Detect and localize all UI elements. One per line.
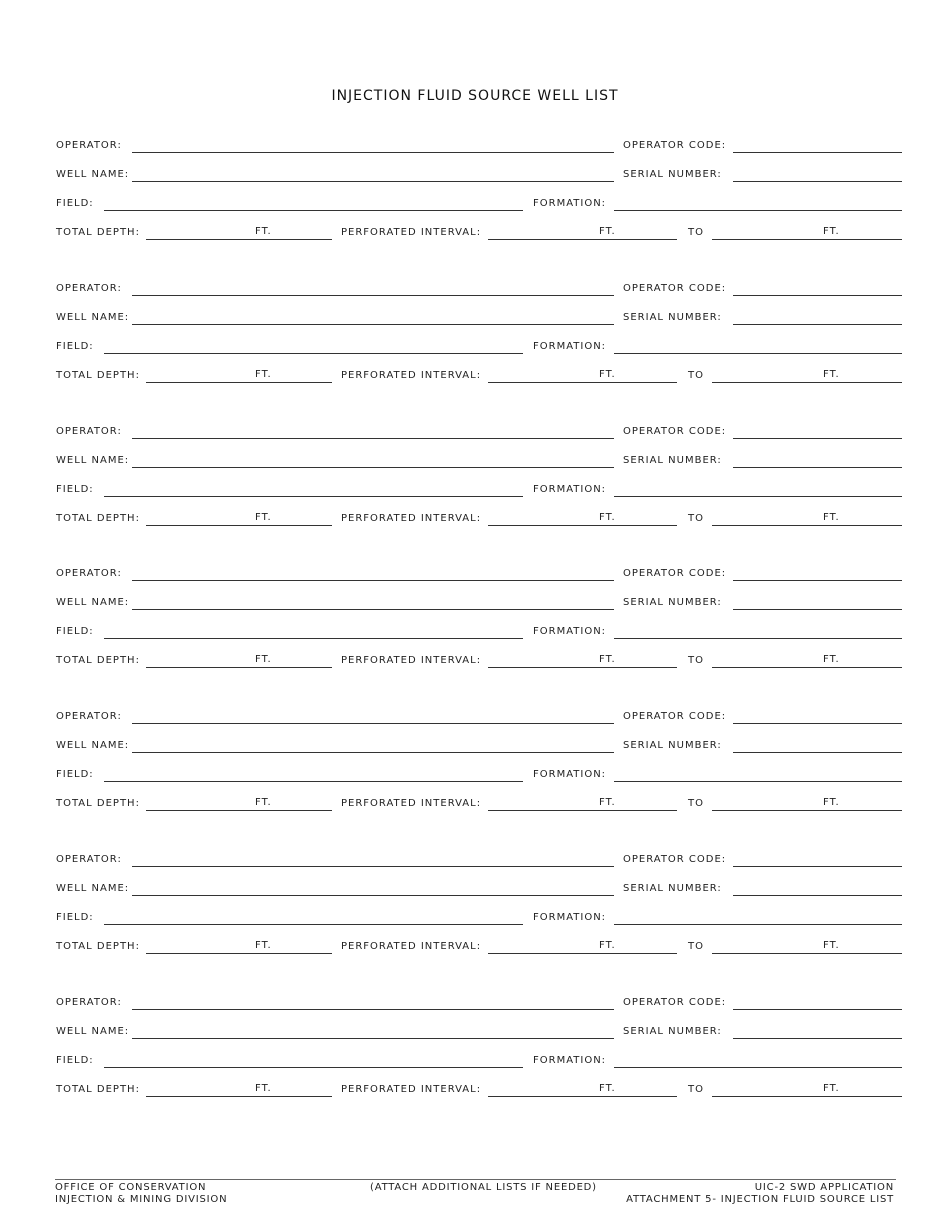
to-label: TO <box>688 369 704 381</box>
perf-from-unit: FT. <box>599 1082 616 1094</box>
formation-field[interactable] <box>614 210 902 211</box>
operator-code-label: OPERATOR CODE: <box>623 425 727 437</box>
perf-to-field[interactable] <box>712 810 902 811</box>
serial-number-label: SERIAL NUMBER: <box>623 740 722 752</box>
to-label: TO <box>688 227 704 238</box>
operator-field[interactable] <box>132 723 614 724</box>
operator-code-field[interactable] <box>733 438 902 439</box>
perforated-interval-label: PERFORATED INTERVAL: <box>341 512 482 524</box>
perf-from-unit: FT. <box>599 654 616 666</box>
formation-label: FORMATION: <box>533 769 607 781</box>
operator-code-label: OPERATOR CODE: <box>623 140 727 151</box>
operator-field[interactable] <box>132 152 614 153</box>
formation-label: FORMATION: <box>533 912 607 923</box>
operator-code-label: OPERATOR CODE: <box>623 854 727 865</box>
field-label: FIELD: <box>56 912 94 923</box>
field-label: FIELD: <box>56 198 94 209</box>
perforated-interval-label: PERFORATED INTERVAL: <box>341 655 482 667</box>
total-depth-field[interactable] <box>146 953 332 954</box>
operator-code-field[interactable] <box>733 152 902 153</box>
perforated-interval-label: PERFORATED INTERVAL: <box>341 1083 482 1095</box>
total-depth-unit: FT. <box>255 940 272 951</box>
operator-code-field[interactable] <box>733 295 902 296</box>
well-name-label: WELL NAME: <box>56 883 130 894</box>
field-label: FIELD: <box>56 769 94 781</box>
perf-from-field[interactable] <box>488 525 677 526</box>
footer-attach-note: (ATTACH ADDITIONAL LISTS IF NEEDED) <box>370 1182 597 1193</box>
operator-code-field[interactable] <box>733 580 902 581</box>
serial-number-field[interactable] <box>733 1038 902 1039</box>
total-depth-unit: FT. <box>255 368 272 380</box>
total-depth-unit: FT. <box>255 1082 272 1094</box>
well-name-label: WELL NAME: <box>56 454 130 466</box>
operator-code-label: OPERATOR CODE: <box>623 282 727 294</box>
total-depth-label: TOTAL DEPTH: <box>56 369 140 381</box>
well-name-label: WELL NAME: <box>56 597 130 609</box>
perf-from-unit: FT. <box>599 226 616 237</box>
perf-to-unit: FT. <box>823 1082 840 1094</box>
operator-code-label: OPERATOR CODE: <box>623 996 727 1008</box>
serial-number-label: SERIAL NUMBER: <box>623 311 722 323</box>
field-label: FIELD: <box>56 1054 94 1066</box>
perf-from-field[interactable] <box>488 1096 677 1097</box>
perf-from-field[interactable] <box>488 382 677 383</box>
operator-label: OPERATOR: <box>56 140 122 151</box>
total-depth-label: TOTAL DEPTH: <box>56 798 140 810</box>
to-label: TO <box>688 655 704 667</box>
perf-to-field[interactable] <box>712 239 902 240</box>
field-field[interactable] <box>104 210 523 211</box>
operator-code-label: OPERATOR CODE: <box>623 711 727 723</box>
total-depth-label: TOTAL DEPTH: <box>56 1083 140 1095</box>
perf-to-field[interactable] <box>712 1096 902 1097</box>
perforated-interval-label: PERFORATED INTERVAL: <box>341 227 482 238</box>
footer-office: OFFICE OF CONSERVATION <box>55 1182 207 1193</box>
field-field[interactable] <box>104 496 523 497</box>
serial-number-field[interactable] <box>733 324 902 325</box>
serial-number-field[interactable] <box>733 895 902 896</box>
total-depth-field[interactable] <box>146 1096 332 1097</box>
operator-field[interactable] <box>132 295 614 296</box>
field-label: FIELD: <box>56 340 94 352</box>
formation-label: FORMATION: <box>533 198 607 209</box>
total-depth-label: TOTAL DEPTH: <box>56 512 140 524</box>
serial-number-field[interactable] <box>733 609 902 610</box>
perf-from-field[interactable] <box>488 953 677 954</box>
perf-to-unit: FT. <box>823 226 840 237</box>
to-label: TO <box>688 1083 704 1095</box>
formation-label: FORMATION: <box>533 1054 607 1066</box>
well-name-field[interactable] <box>132 467 614 468</box>
serial-number-field[interactable] <box>733 181 902 182</box>
well-name-label: WELL NAME: <box>56 1025 130 1037</box>
operator-label: OPERATOR: <box>56 854 122 865</box>
operator-field[interactable] <box>132 866 614 867</box>
total-depth-label: TOTAL DEPTH: <box>56 941 140 952</box>
perf-from-field[interactable] <box>488 667 677 668</box>
serial-number-field[interactable] <box>733 467 902 468</box>
serial-number-label: SERIAL NUMBER: <box>623 1025 722 1037</box>
field-label: FIELD: <box>56 483 94 495</box>
field-label: FIELD: <box>56 626 94 638</box>
well-name-field[interactable] <box>132 1038 614 1039</box>
perf-to-field[interactable] <box>712 382 902 383</box>
total-depth-field[interactable] <box>146 667 332 668</box>
footer-form-id: UIC-2 SWD APPLICATION <box>754 1182 894 1193</box>
to-label: TO <box>688 798 704 810</box>
total-depth-unit: FT. <box>255 654 272 666</box>
total-depth-unit: FT. <box>255 797 272 809</box>
page-title: INJECTION FLUID SOURCE WELL LIST <box>331 88 619 104</box>
total-depth-label: TOTAL DEPTH: <box>56 655 140 667</box>
perf-from-unit: FT. <box>599 511 616 523</box>
formation-field[interactable] <box>614 924 902 925</box>
operator-field[interactable] <box>132 580 614 581</box>
serial-number-label: SERIAL NUMBER: <box>623 883 722 894</box>
to-label: TO <box>688 941 704 952</box>
formation-label: FORMATION: <box>533 483 607 495</box>
operator-label: OPERATOR: <box>56 425 122 437</box>
perf-from-unit: FT. <box>599 940 616 951</box>
formation-field[interactable] <box>614 638 902 639</box>
footer-attachment: ATTACHMENT 5- INJECTION FLUID SOURCE LIST <box>626 1194 894 1205</box>
serial-number-label: SERIAL NUMBER: <box>623 597 722 609</box>
perf-to-field[interactable] <box>712 525 902 526</box>
field-field[interactable] <box>104 353 523 354</box>
well-name-label: WELL NAME: <box>56 311 130 323</box>
total-depth-label: TOTAL DEPTH: <box>56 227 140 238</box>
formation-field[interactable] <box>614 781 902 782</box>
well-name-field[interactable] <box>132 609 614 610</box>
operator-code-field[interactable] <box>733 866 902 867</box>
perforated-interval-label: PERFORATED INTERVAL: <box>341 941 482 952</box>
operator-label: OPERATOR: <box>56 282 122 294</box>
perf-from-field[interactable] <box>488 239 677 240</box>
perf-to-unit: FT. <box>823 654 840 666</box>
operator-label: OPERATOR: <box>56 996 122 1008</box>
perf-from-unit: FT. <box>599 797 616 809</box>
formation-field[interactable] <box>614 496 902 497</box>
perf-to-unit: FT. <box>823 797 840 809</box>
operator-label: OPERATOR: <box>56 711 122 723</box>
perf-from-field[interactable] <box>488 810 677 811</box>
total-depth-unit: FT. <box>255 226 272 237</box>
well-name-field[interactable] <box>132 324 614 325</box>
well-name-label: WELL NAME: <box>56 740 130 752</box>
operator-code-field[interactable] <box>733 1009 902 1010</box>
footer-divider <box>55 1179 896 1180</box>
total-depth-field[interactable] <box>146 525 332 526</box>
operator-field[interactable] <box>132 438 614 439</box>
perf-from-unit: FT. <box>599 368 616 380</box>
operator-code-field[interactable] <box>733 723 902 724</box>
footer-division: INJECTION & MINING DIVISION <box>55 1194 228 1205</box>
field-field[interactable] <box>104 924 523 925</box>
formation-label: FORMATION: <box>533 340 607 352</box>
field-field[interactable] <box>104 1067 523 1068</box>
operator-code-label: OPERATOR CODE: <box>623 568 727 580</box>
field-field[interactable] <box>104 638 523 639</box>
operator-field[interactable] <box>132 1009 614 1010</box>
total-depth-field[interactable] <box>146 382 332 383</box>
well-name-field[interactable] <box>132 181 614 182</box>
serial-number-field[interactable] <box>733 752 902 753</box>
formation-label: FORMATION: <box>533 626 607 638</box>
formation-field[interactable] <box>614 353 902 354</box>
total-depth-field[interactable] <box>146 239 332 240</box>
formation-field[interactable] <box>614 1067 902 1068</box>
perf-to-field[interactable] <box>712 953 902 954</box>
operator-label: OPERATOR: <box>56 568 122 580</box>
serial-number-label: SERIAL NUMBER: <box>623 169 722 180</box>
perf-to-field[interactable] <box>712 667 902 668</box>
field-field[interactable] <box>104 781 523 782</box>
perforated-interval-label: PERFORATED INTERVAL: <box>341 369 482 381</box>
well-name-field[interactable] <box>132 752 614 753</box>
total-depth-field[interactable] <box>146 810 332 811</box>
perf-to-unit: FT. <box>823 511 840 523</box>
to-label: TO <box>688 512 704 524</box>
perf-to-unit: FT. <box>823 940 840 951</box>
perforated-interval-label: PERFORATED INTERVAL: <box>341 798 482 810</box>
well-name-label: WELL NAME: <box>56 169 130 180</box>
total-depth-unit: FT. <box>255 511 272 523</box>
serial-number-label: SERIAL NUMBER: <box>623 454 722 466</box>
perf-to-unit: FT. <box>823 368 840 380</box>
well-name-field[interactable] <box>132 895 614 896</box>
